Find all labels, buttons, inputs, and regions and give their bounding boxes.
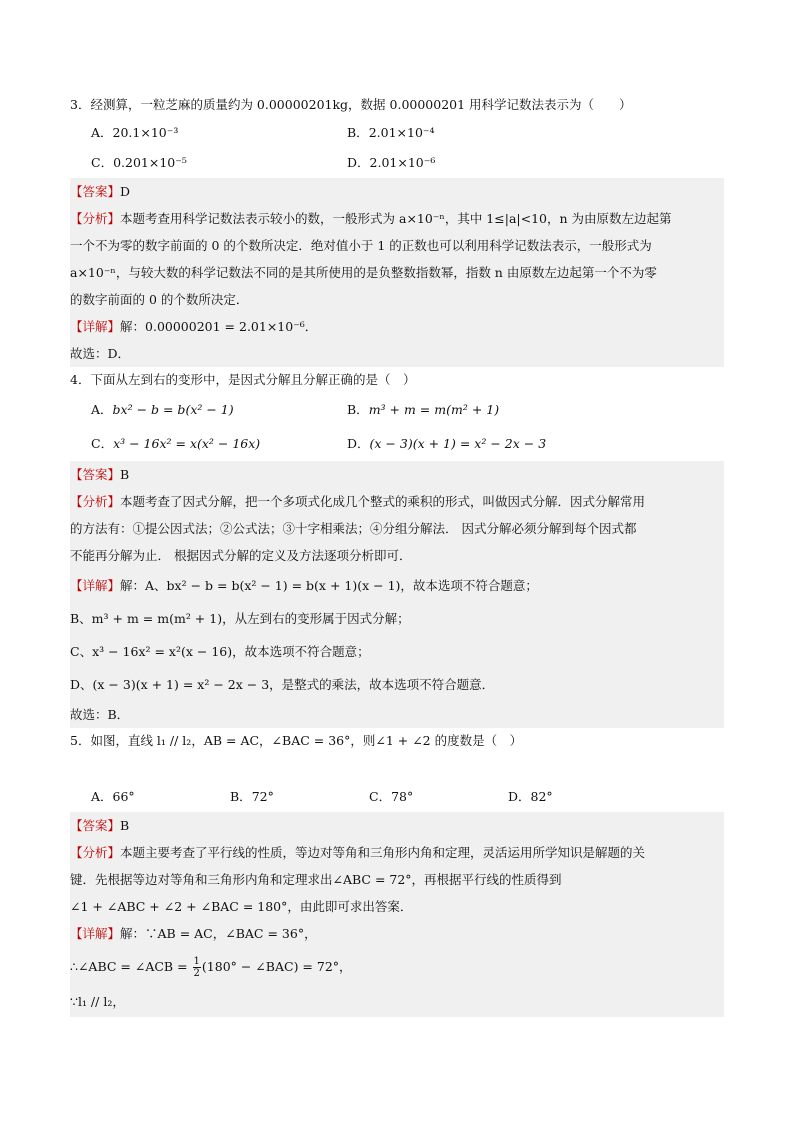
q5-detail-line-3: ∵l₁ // l₂，	[70, 994, 125, 1009]
q5-analysis-line-3: ∠1 + ∠ABC + ∠2 + ∠BAC = 180°，由此即可求出答案．	[70, 899, 413, 914]
q5-answer: 【答案】B	[70, 818, 130, 833]
q5-figure-gap	[70, 754, 724, 782]
q4-detail-line-4: D、(x − 3)(x + 1) = x² − 2x − 3，是整式的乘法，故本选项不符合题意．	[70, 677, 495, 692]
q4-analysis-line-2: 的方法有：①提公因式法；②公式法；③十字相乘法；④分组分解法． 因式分解必须分解到每个因式都	[70, 521, 637, 536]
q3-analysis-line-1: 【分析】本题考查用科学记数法表示较小的数，一般形式为 a×10⁻ⁿ，其中 1≤|a|<10，n 为由原数左边起第	[70, 211, 672, 226]
q3-choose: 故选：D．	[70, 346, 131, 361]
q3-option-c: C．0.201×10⁻⁵	[91, 155, 187, 170]
q5-stem: 5．如图，直线 l₁ // l₂，AB = AC，∠BAC = 36°，则∠1 + ∠2 的度数是（ ）	[70, 733, 523, 748]
q3-options-row-2	[70, 148, 724, 178]
q3-analysis-line-2: 一个不为零的数字前面的 0 的个数所决定．绝对值小于 1 的正数也可以利用科学记数法表示，一般形式为	[70, 238, 652, 253]
q4-option-a: A．bx² − b = b(x² − 1)	[91, 402, 234, 417]
q4-option-c: C．x³ − 16x² = x(x² − 16x)	[91, 436, 261, 451]
document-page	[70, 92, 724, 1017]
q4-option-b: B．m³ + m = m(m² + 1)	[347, 402, 500, 417]
q4-options-row-1	[70, 393, 724, 427]
q5-option-b: B．72°	[230, 789, 274, 804]
q3-option-b: B．2.01×10⁻⁴	[347, 125, 435, 140]
q3-answer: 【答案】D	[70, 184, 131, 199]
q4-solution-block	[70, 461, 724, 728]
q3-analysis-line-3: a×10⁻ⁿ，与较大数的科学记数法不同的是其所使用的是负整数指数幂，指数 n 由原数左边起第一个不为零	[70, 265, 657, 280]
q3-analysis-line-4: 的数字前面的 0 的个数所决定．	[70, 292, 249, 307]
q4-choose: 故选：B．	[70, 707, 130, 722]
q4-options-row-2	[70, 427, 724, 461]
q3-option-a: A．20.1×10⁻³	[91, 125, 179, 140]
q4-stem: 4．下面从左到右的变形中，是因式分解且分解正确的是（ ）	[70, 372, 416, 387]
q4-detail-line-1: 【详解】解：A、bx² − b = b(x² − 1) = b(x + 1)(x − 1)，故本选项不符合题意；	[70, 578, 538, 593]
q5-solution-block	[70, 812, 724, 1017]
fraction-one-half: $\frac{1}{2}$	[193, 956, 200, 979]
q3-solution-block	[70, 178, 724, 367]
q3-option-d: D．2.01×10⁻⁶	[347, 155, 436, 170]
q5-option-d: D．82°	[508, 789, 553, 804]
q4-analysis-line-1: 【分析】本题考查了因式分解，把一个多项式化成几个整式的乘积的形式，叫做因式分解．因式分解常用	[70, 494, 646, 509]
q5-option-a: A．66°	[91, 789, 135, 804]
q4-option-d: D．(x − 3)(x + 1) = x² − 2x − 3	[347, 436, 547, 451]
q5-detail-line-2: ∴∠ABC = ∠ACB = $\frac{1}{2}$ (180° − ∠BAC) = 72°，	[70, 956, 352, 979]
q4-detail-line-3: C、x³ − 16x² = x²(x − 16)，故本选项不符合题意；	[70, 644, 370, 659]
q3-detail: 【详解】解：0.00000201 = 2.01×10⁻⁶．	[70, 319, 318, 334]
q4-answer: 【答案】B	[70, 467, 130, 482]
q5-analysis-line-1: 【分析】本题主要考查了平行线的性质，等边对等角和三角形内角和定理，灵活运用所学知识是解题的关	[70, 845, 646, 860]
q3-stem: 3．经测算，一粒芝麻的质量约为 0.00000201kg，数据 0.00000201 用科学记数法表示为（ ）	[70, 97, 632, 112]
q3-options-row-1	[70, 118, 724, 148]
q5-analysis-line-2: 键．先根据等边对等角和三角形内角和定理求出∠ABC = 72°，再根据平行线的性质得到	[70, 872, 562, 887]
q5-option-c: C．78°	[369, 789, 414, 804]
q5-detail-line-1: 【详解】解：∵AB = AC，∠BAC = 36°，	[70, 926, 317, 941]
q4-analysis-line-3: 不能再分解为止． 根据因式分解的定义及方法逐项分析即可．	[70, 548, 412, 563]
q5-options-row	[70, 782, 724, 812]
q4-detail-line-2: B、m³ + m = m(m² + 1)，从左到右的变形属于因式分解；	[70, 611, 410, 626]
